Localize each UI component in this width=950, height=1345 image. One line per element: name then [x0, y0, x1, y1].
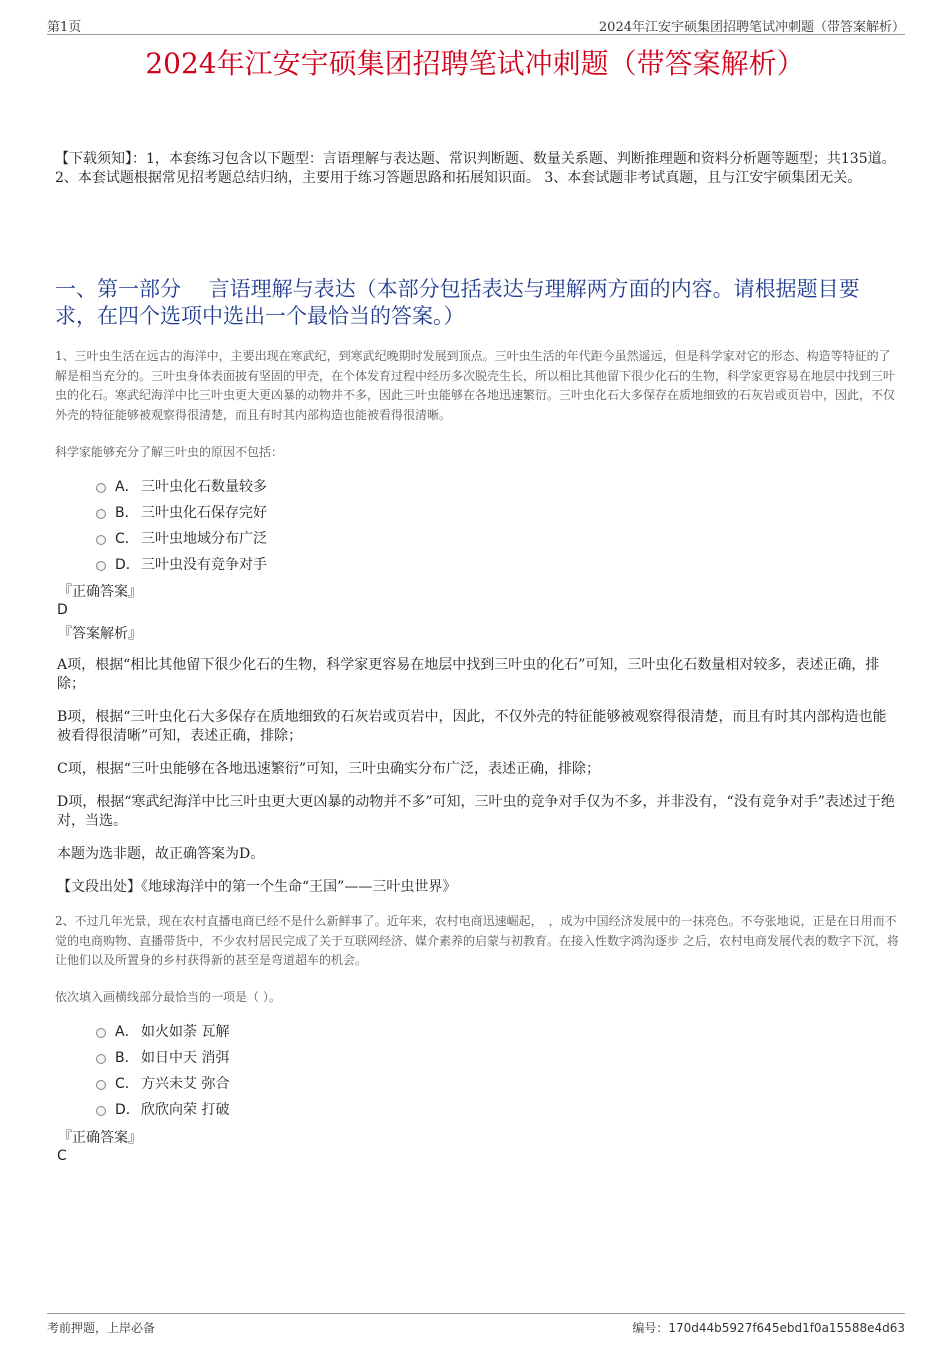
code-value: 170d44b5927f645ebd1f0a15588e4d63 [668, 1321, 905, 1335]
option-text: 如火如荼 瓦解 [141, 1024, 230, 1040]
analysis-paragraph: B项，根据“三叶虫化石大多保存在质地细致的石灰岩或页岩中，因此，不仅外壳的特征能够被观察得很清楚，而且有时其内部构造也能被看得很清晰”可知，表述正确，排除； [57, 709, 887, 744]
option-letter: C． [115, 531, 139, 547]
option-letter: D． [115, 1102, 140, 1118]
option-text: 欣欣向荣 打破 [141, 1102, 230, 1118]
option-letter: B． [115, 1050, 139, 1066]
question-2-prompt: 依次填入画横线部分最恰当的一项是（ ）。 [55, 990, 281, 1004]
option-d[interactable] [96, 551, 267, 577]
option-c[interactable] [96, 1070, 229, 1096]
download-notice: 【下载须知】：1，本套练习包含以下题型：言语理解与表达题、常识判断题、数量关系题、判断推理题和资料分析题等题型；共135道。 2、本套试题根据常见招考题总结归纳，主要用于练习答题思路和拓展知识面。 3、本套试题非考试真题，且与江安宇硕集团无关。 [55, 151, 896, 186]
question-1-text: 1、三叶虫生活在远古的海洋中，主要出现在寒武纪，到寒武纪晚期时发展到顶点。三叶虫生活的年代距今虽然遥远，但是科学家对它的形态、构造等特征的了解是相当充分的。三叶虫身体表面披有坚固的甲壳，在个体发育过程中经历多次脱壳生长，所以相比其他留下很少化石的生物，科学家更容易在地层中找到三叶虫的化石。寒武纪海洋中比三叶虫更大更凶暴的动物并不多，因此三叶虫能够在各地迅速繁衍。三叶虫化石大多保存在质地细致的石灰岩或页岩中，因此，不仅外壳的特征能够被观察得很清楚，而且有时其内部构造也能被看得很清晰。 [55, 349, 896, 422]
footer-slogan: 考前押题，上岸必备 [47, 1321, 156, 1335]
answer-value: D [57, 602, 68, 618]
option-letter: A． [115, 479, 139, 495]
option-letter: C． [115, 1076, 139, 1092]
footer-code [632, 1319, 905, 1336]
option-a[interactable] [96, 1018, 229, 1044]
answer-label: 『正确答案』 [58, 584, 142, 600]
option-c[interactable] [96, 525, 267, 551]
page-header [47, 14, 905, 35]
option-text: 三叶虫化石数量较多 [141, 479, 267, 495]
page-number: 第1页 [47, 20, 82, 35]
radio-icon[interactable] [96, 561, 106, 571]
analysis-paragraph: 本题为选非题，故正确答案为D。 [57, 846, 265, 862]
document-title: 2024年江安宇硕集团招聘笔试冲刺题（带答案解析） [145, 47, 805, 80]
option-text: 三叶虫化石保存完好 [141, 505, 267, 521]
radio-icon[interactable] [96, 509, 106, 519]
option-letter: D． [115, 557, 140, 573]
header-doc-title: 2024年江安宇硕集团招聘笔试冲刺题（带答案解析） [598, 20, 905, 35]
code-label: 编号： [632, 1321, 669, 1335]
analysis-paragraph: C项，根据“三叶虫能够在各地迅速繁衍”可知，三叶虫确实分布广泛，表述正确，排除； [57, 761, 601, 777]
option-b[interactable] [96, 1044, 229, 1070]
radio-icon[interactable] [96, 1106, 106, 1116]
analysis-paragraph: D项，根据“寒武纪海洋中比三叶虫更大更凶暴的动物并不多”可知，三叶虫的竞争对手仅为不多，并非没有，“没有竞争对手”表述过于绝对，当选。 [57, 794, 895, 829]
answer-value: C [57, 1148, 67, 1164]
option-text: 方兴未艾 弥合 [141, 1076, 230, 1092]
question-2-text: 2、不过几年光景，现在农村直播电商已经不是什么新鲜事了。近年来，农村电商迅速崛起， ，成为中国经济发展中的一抹亮色。不夸张地说，正是在日用而不觉的电商购物、直播带货中，不少农村居民完成了关于互联网经济、媒介素养的启蒙与初教育。在接入性数字鸿沟逐步 之后，农村电商发展代表的数字下沉，将让他们以及所置身的乡村获得新的甚至是弯道超车的机会。 [55, 914, 899, 967]
radio-icon[interactable] [96, 1028, 106, 1038]
radio-icon[interactable] [96, 535, 106, 545]
radio-icon[interactable] [96, 1054, 106, 1064]
answer-label: 『正确答案』 [58, 1130, 142, 1146]
option-text: 如日中天 消弭 [141, 1050, 230, 1066]
option-d[interactable] [96, 1096, 229, 1122]
radio-icon[interactable] [96, 483, 106, 493]
analysis-label: 『答案解析』 [58, 626, 142, 642]
analysis-paragraph: A项，根据“相比其他留下很少化石的生物，科学家更容易在地层中找到三叶虫的化石”可知，三叶虫化石数量相对较多，表述正确，排除； [57, 657, 880, 692]
section-heading: 一、第一部分 言语理解与表达（本部分包括表达与理解两方面的内容。请根据题目要求，在四个选项中选出一个最恰当的答案。） [55, 277, 860, 328]
radio-icon[interactable] [96, 1080, 106, 1090]
option-text: 三叶虫没有竞争对手 [141, 557, 267, 573]
option-letter: B． [115, 505, 139, 521]
option-a[interactable] [96, 473, 267, 499]
source-citation: 【文段出处】《地球海洋中的第一个生命“王国”——三叶虫世界》 [57, 879, 457, 895]
question-1-prompt: 科学家能够充分了解三叶虫的原因不包括： [55, 445, 284, 459]
option-letter: A． [115, 1024, 139, 1040]
option-text: 三叶虫地域分布广泛 [141, 531, 267, 547]
option-b[interactable] [96, 499, 267, 525]
question-1-options [96, 473, 267, 577]
question-2-options [96, 1018, 229, 1122]
page-footer [47, 1313, 905, 1336]
